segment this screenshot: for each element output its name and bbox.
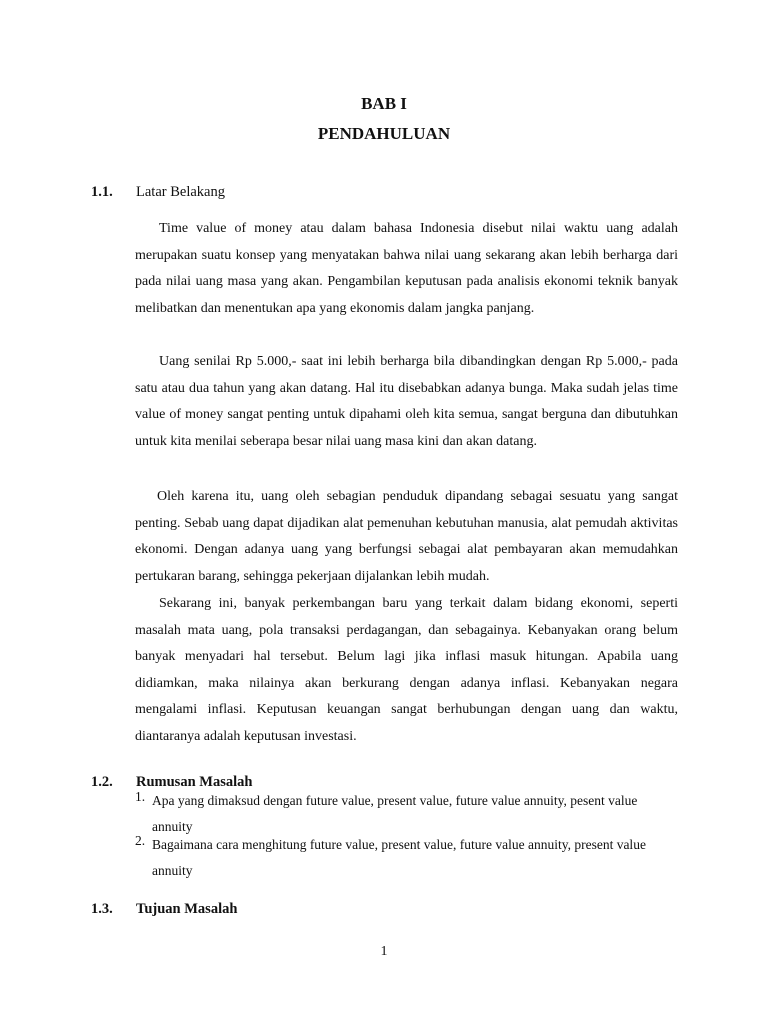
list-item-number: 1. <box>135 789 146 804</box>
section-number: 1.3. <box>91 901 113 917</box>
page-number: 1 <box>380 944 388 959</box>
section-title: Tujuan Masalah <box>136 901 238 917</box>
list-item-text: Apa yang dimaksud dengan future value, present value, future value annuity, pesent value annuity <box>152 793 638 834</box>
section-title: Latar Belakang <box>136 184 225 200</box>
problem-list <box>135 788 680 884</box>
section-title: Rumusan Masalah <box>136 774 253 790</box>
paragraph: Uang senilai Rp 5.000,- saat ini lebih berharga bila dibandingkan dengan Rp 5.000,- pada satu atau dua tahun yang akan datang. Hal itu disebabkan adanya bunga. Maka sudah jelas time value of money sangat penting untuk dipahami oleh kita semua, sangat berguna dan dibutuhkan untuk kita menilai seberapa besar nilai uang masa kini dan akan datang. <box>135 354 678 449</box>
section-number: 1.2. <box>91 774 113 790</box>
chapter-heading: BAB I <box>361 94 407 113</box>
list-item-number: 2. <box>135 833 146 848</box>
list-item-text: Bagaimana cara menghitung future value, present value, future value annuity, present value annuity <box>152 837 646 878</box>
paragraph: Time value of money atau dalam bahasa Indonesia disebut nilai waktu uang adalah merupakan suatu konsep yang menyatakan bahwa nilai uang sekarang akan lebih berharga dari pada nilai uang masa yang akan. Pengambilan keputusan pada analisis ekonomi teknik banyak melibatkan dan menentukan apa yang ekonomis dalam jangka panjang. <box>135 221 678 316</box>
chapter-title: PENDAHULUAN <box>317 124 451 143</box>
paragraph: Oleh karena itu, uang oleh sebagian penduduk dipandang sebagai sesuatu yang sangat penting. Sebab uang dapat dijadikan alat pemenuhan kebutuhan manusia, alat pemudah aktivitas ekonomi. Dengan adanya uang yang berfungsi sebagai alat pembayaran akan memudahkan pertukaran barang, sehingga pekerjaan dijalankan lebih mudah. <box>135 489 678 584</box>
list-item <box>135 832 680 884</box>
paragraph: Sekarang ini, banyak perkembangan baru yang terkait dalam bidang ekonomi, seperti masalah mata uang, pola transaksi perdagangan, dan sebagainya. Kebanyakan orang belum banyak menyadari hal tersebut. Belum lagi jika inflasi masuk hitungan. Apabila uang didiamkan, maka nilainya akan berkurang dengan adanya inflasi. Kebanyakan negara mengalami inflasi. Keputusan keuangan sangat berhubungan dengan uang dan waktu, diantaranya adalah keputusan investasi. <box>135 596 678 744</box>
section-number: 1.1. <box>91 184 113 200</box>
